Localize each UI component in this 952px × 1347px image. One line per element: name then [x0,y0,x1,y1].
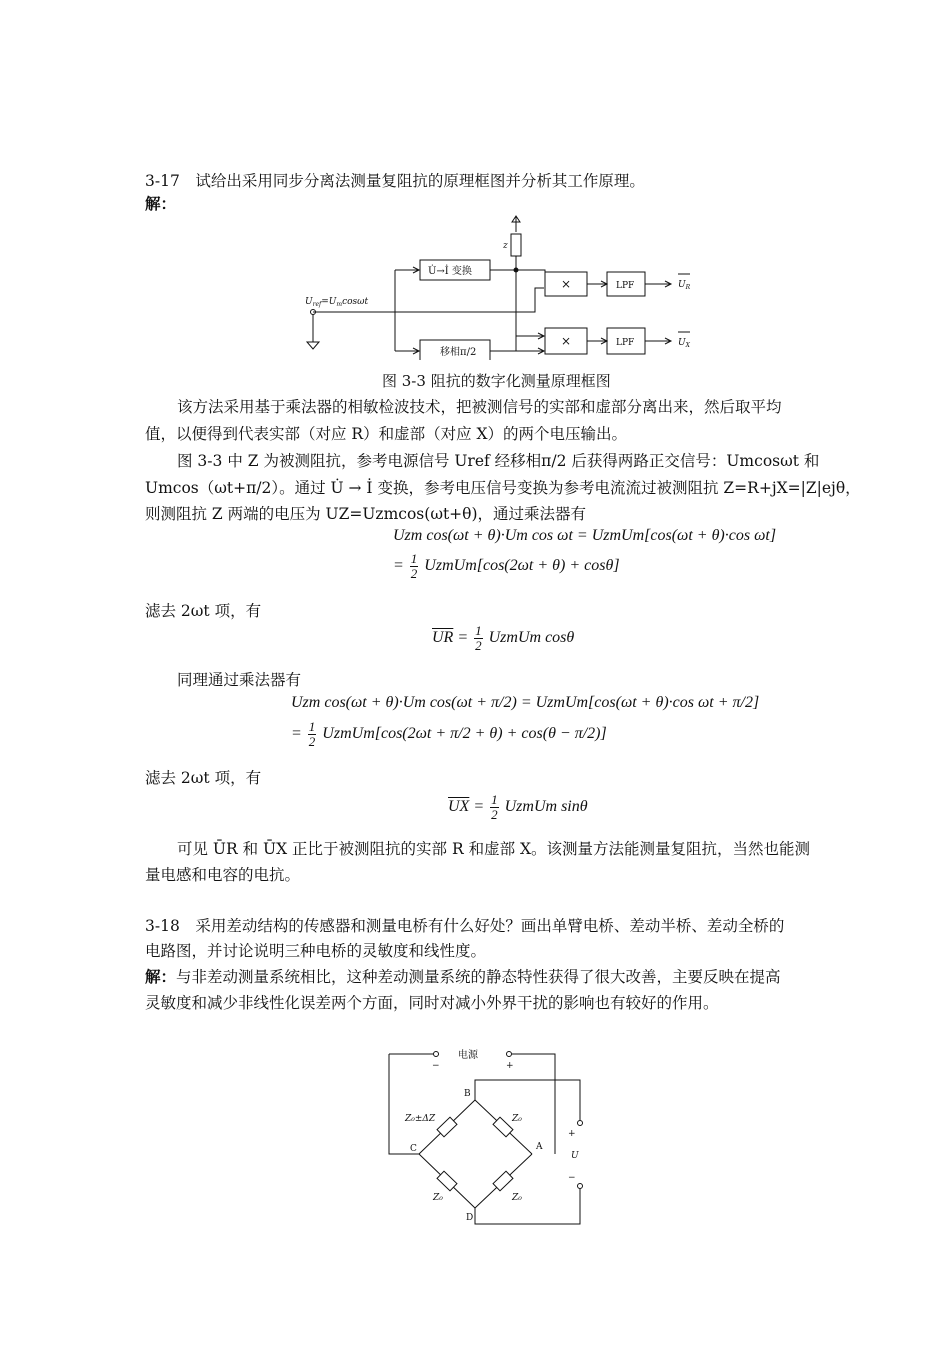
z-label: z [503,241,508,251]
question-3-18-answer-a [145,966,781,988]
paragraph-2c: 则测阻抗 Z 两端的电压为 UZ=Uzmcos(ωt+θ)，通过乘法器有 [145,505,587,523]
eq6-den: 2 [491,807,498,822]
equation-5 [291,720,607,749]
eq3-den: 2 [475,638,482,653]
eq2-post: UzmUm[cos(2ωt + θ) + cosθ] [424,557,620,575]
node-c: C [410,1144,417,1154]
solution-label-2: 解： [145,967,177,986]
paragraph-2a: 图 3-3 中 Z 为被测阻抗，参考电源信号 Uref 经移相π/2 后获得两路正交信号：Umcosωt 和 [177,452,820,470]
svg-text:Uref=Umcosωt [305,297,368,308]
paragraph-1b: 值，以便得到代表实部（对应 R）和虚部（对应 X）的两个电压输出。 [145,425,628,443]
u-minus: − [568,1173,576,1183]
power-minus: − [432,1061,440,1071]
same-note: 同理通过乘法器有 [177,671,302,689]
z-delta-label: Z₀±ΔZ [405,1114,436,1124]
eq6-lhs: $\overline{UX}$ [448,798,470,816]
eq2-pre: = [393,557,404,575]
power-plus: + [506,1061,514,1071]
eq5-fraction [308,720,317,749]
equation-4: Uzm cos(ωt + θ)·Um cos(ωt + π/2) = UzmUm[cos(ωt + θ)·cos ωt + π/2] [291,694,760,711]
svg-text:UX [678,338,691,349]
equation-6: $\overline{UX}$ = $\frac{1}{2}$ UzmUm sinθ [448,792,588,822]
out-r-sub: R [685,284,691,291]
eq3-fraction [474,624,483,653]
question-3-18-answer-b: 灵敏度和减少非线性化误差两个方面，同时对减小外界干扰的影响也有较好的作用。 [145,994,719,1012]
answer-a-text: 与非差动测量系统相比，这种差动测量系统的静态特性获得了很大改善，主要反映在提高 [176,968,781,986]
node-a: A [536,1142,543,1152]
mult-2: × [561,334,572,348]
eq2-fraction [410,552,419,581]
uref-eq: =U [321,297,337,307]
bridge-circuit-diagram [385,1048,595,1228]
figure-caption: 图 3-3 阻抗的数字化测量原理框图 [382,372,611,390]
eq3-lhs: $\overline{UR}$ [432,629,454,647]
eq3-num: 1 [475,623,482,638]
out-x-sub: X [685,342,690,349]
eq5-post: UzmUm[cos(2ωt + π/2 + θ) + cos(θ − π/2)] [322,725,607,743]
u-plus: + [568,1129,576,1139]
eq2-den: 2 [410,566,418,581]
lpf-1: LPF [616,281,635,291]
z0-br-label: Z₀ [512,1193,522,1203]
mult-1: × [561,277,572,291]
question-3-18-title-a: 3-18 采用差动结构的传感器和测量电桥有什么好处？画出单臂电桥、差动半桥、差动全桥的 [145,917,785,935]
eq2-num: 1 [410,551,418,566]
paragraph-3a: 可见 ŪR 和 ŪX 正比于被测阻抗的实部 R 和虚部 X。该测量方法能测量复阻抗，当然也能测 [177,840,811,858]
lpf-2: LPF [616,338,635,348]
phase-label: 移相π/2 [440,347,477,358]
node-b: B [464,1089,471,1099]
uref-label: U [305,297,313,307]
eq6-rhs: UzmUm sinθ [504,798,588,816]
eq6-num: 1 [491,792,498,807]
svg-text:UR [678,280,691,291]
z0-top-label: Z₀ [512,1114,522,1124]
figure-3-3-block-diagram [295,212,715,360]
conv-label: U̇→İ 变换 [428,266,472,277]
question-3-17-title: 3-17 试给出采用同步分离法测量复阻抗的原理框图并分析其工作原理。 [145,172,645,190]
filter-note-2: 滤去 2ωt 项，有 [145,769,262,787]
equation-2 [393,552,620,581]
uref-sub: ref [312,301,322,308]
eq6-fraction [490,793,499,822]
out-x: U [678,338,686,348]
eq5-den: 2 [308,734,316,749]
paragraph-3b: 量电感和电容的电抗。 [145,866,301,884]
out-r: U [678,280,686,290]
solution-label: 解： [145,194,177,213]
node-d: D [466,1213,474,1223]
eq3-rhs: UzmUm cosθ [488,629,575,647]
u-label: U [571,1151,579,1161]
uref-m: m [336,301,343,308]
power-label: 电源 [458,1050,478,1061]
paragraph-1a: 该方法采用基于乘法器的相敏检波技术，把被测信号的实部和虚部分离出来，然后取平均 [177,398,782,416]
eq5-num: 1 [308,719,316,734]
eq5-pre: = [291,725,302,743]
filter-note-1: 滤去 2ωt 项，有 [145,602,262,620]
z0-bl-label: Z₀ [433,1193,443,1203]
uref-cos: cosωt [342,297,369,307]
equation-1: Uzm cos(ωt + θ)·Um cos ωt = UzmUm[cos(ωt + θ)·cos ωt] [393,527,777,544]
paragraph-2b: Umcos（ωt+π/2）。通过 U̇ → İ 变换，参考电压信号变换为参考电流流过被测阻抗 Z=R+jX=|Z|ejθ， [145,479,861,497]
equation-3: $\overline{UR}$ = $\frac{1}{2}$ UzmUm cosθ [432,623,575,653]
question-3-18-title-b: 电路图，并讨论说明三种电桥的灵敏度和线性度。 [145,942,487,960]
